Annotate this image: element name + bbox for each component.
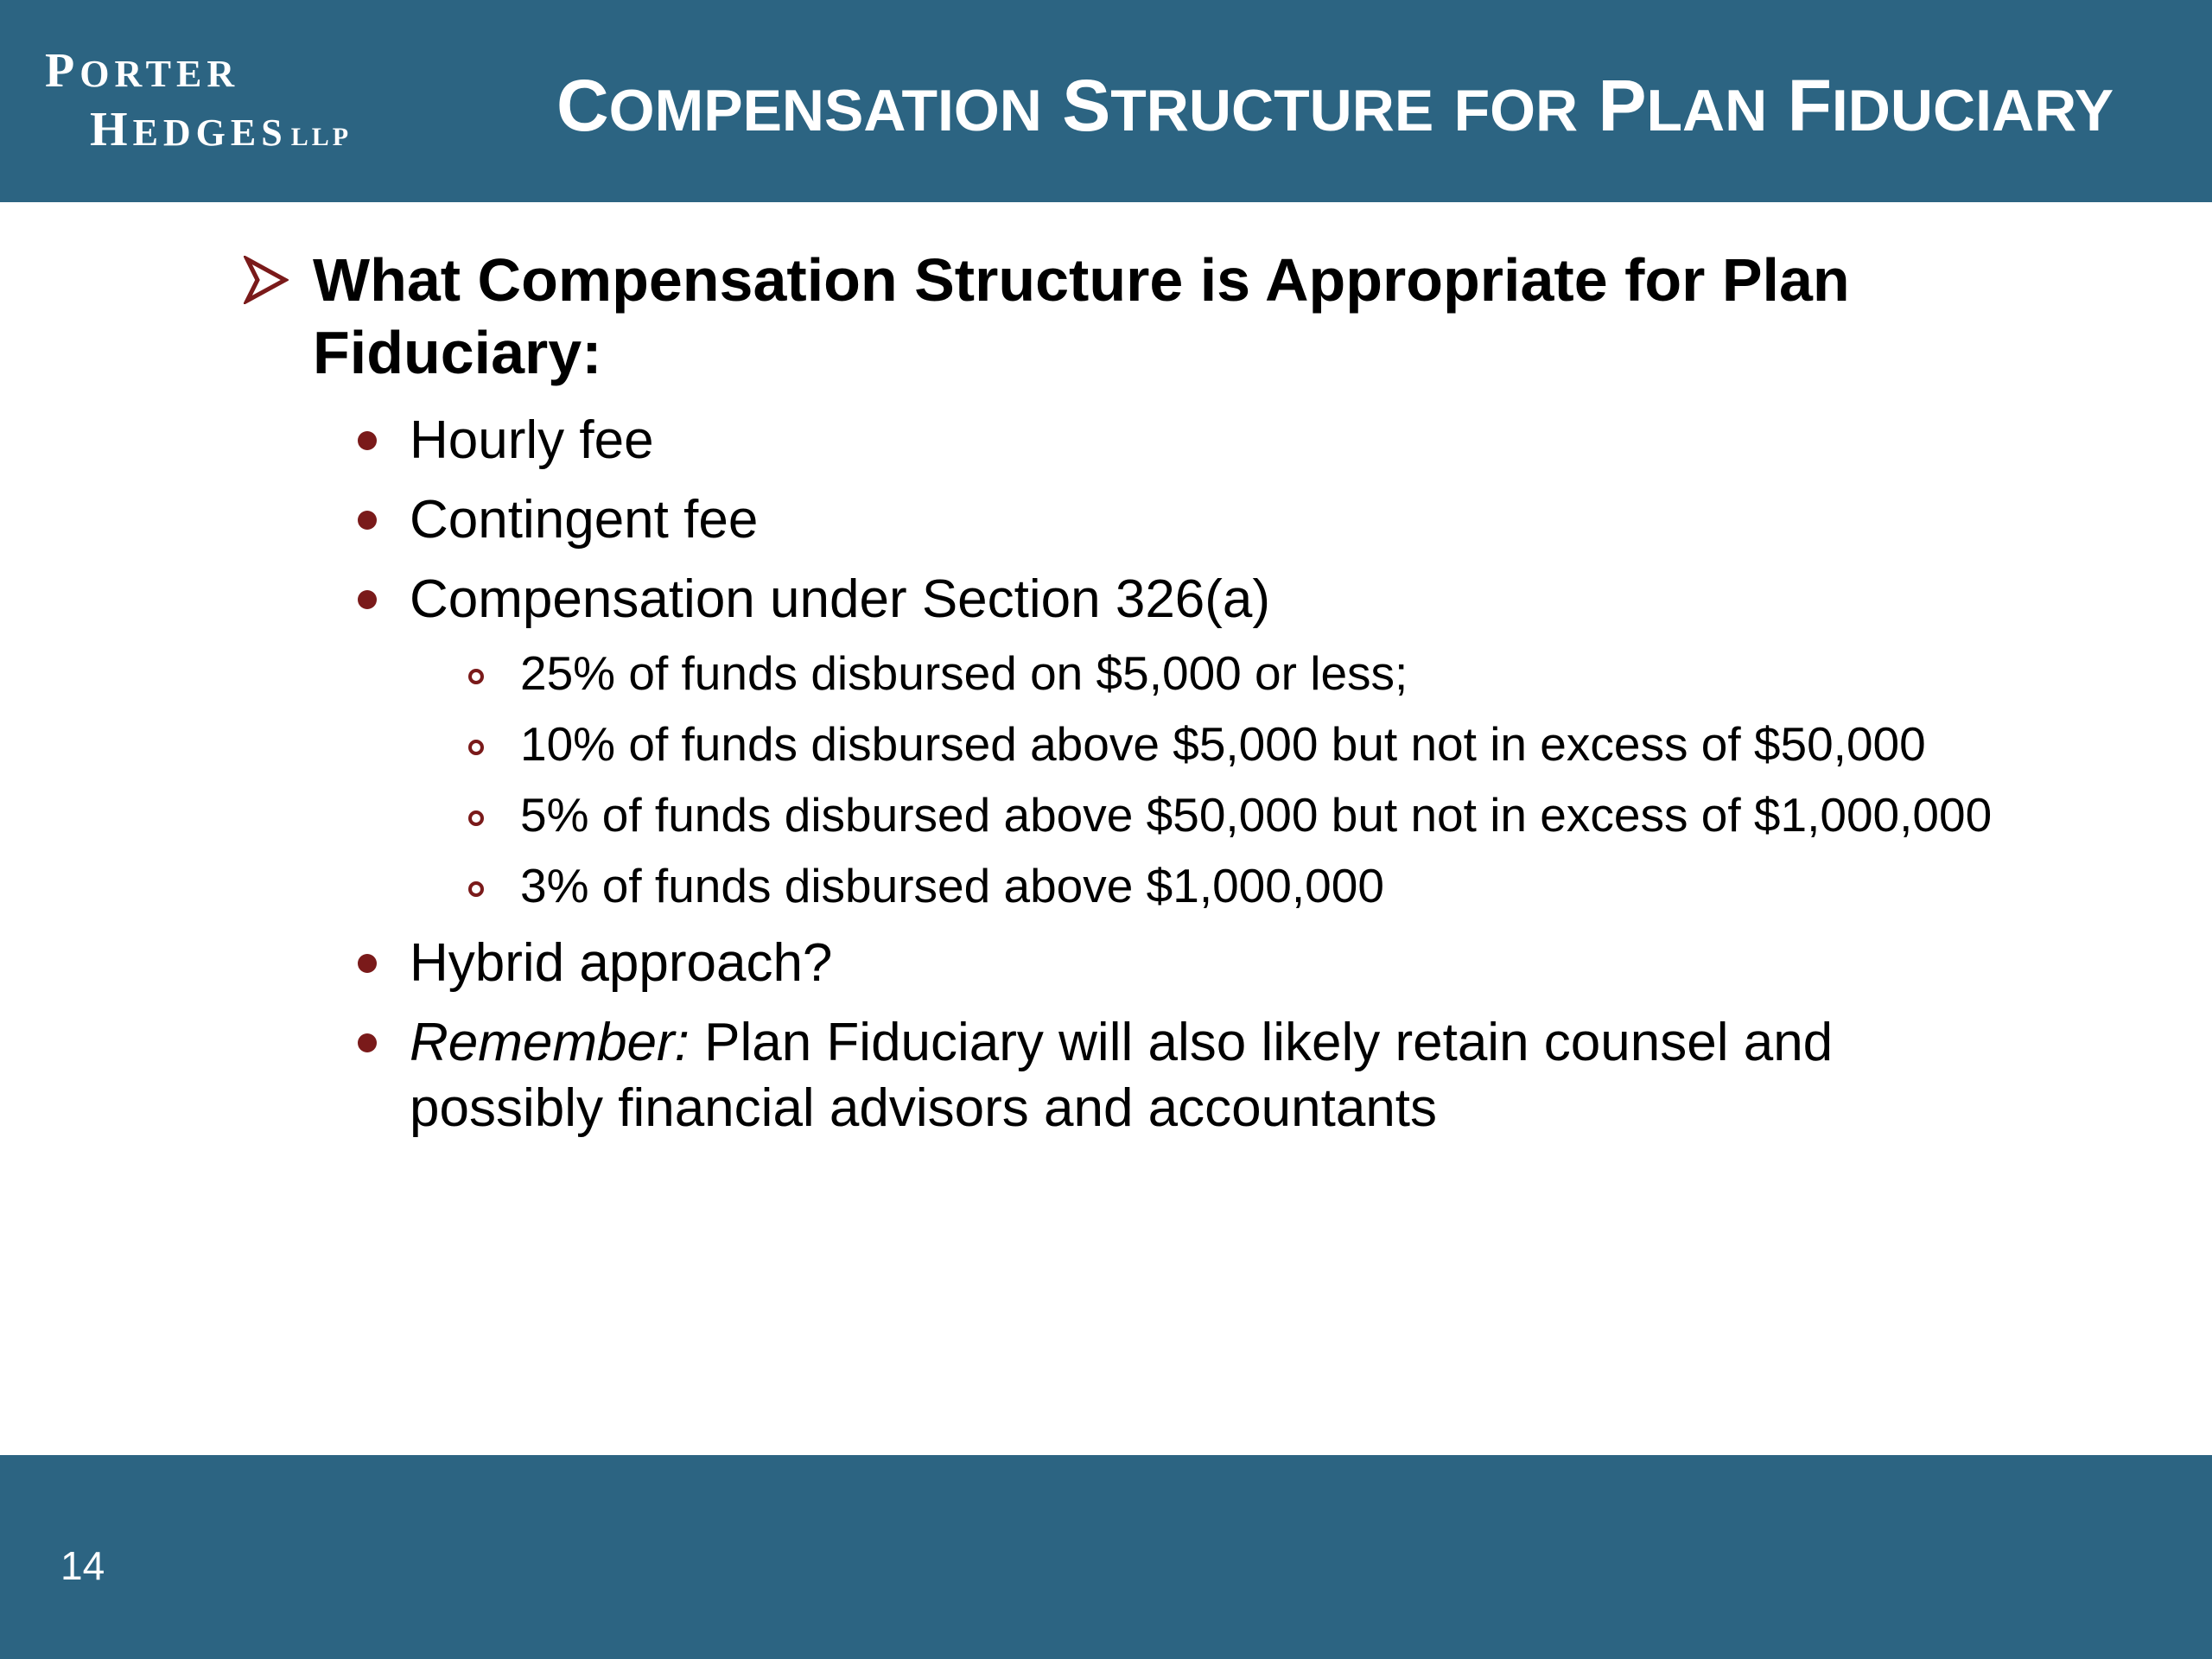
sub-bullet-25-percent: 25% of funds disbursed on $5,000 or less; — [520, 646, 1408, 700]
bullet-dot-icon — [358, 954, 377, 973]
bullet-remember — [410, 1010, 1965, 1141]
bullet-section-326a: Compensation under Section 326(a) — [410, 569, 1271, 629]
bullet-dot-icon — [358, 1033, 377, 1052]
sub-bullet-5-percent: 5% of funds disbursed above $50,000 but not in excess of $1,000,000 — [520, 788, 1993, 842]
sub-bullet-circle-icon — [468, 881, 484, 897]
bullet-hourly-fee: Hourly fee — [410, 410, 654, 470]
bullet-dot-icon — [358, 590, 377, 609]
sub-bullet-circle-icon — [468, 740, 484, 755]
sub-bullet-circle-icon — [468, 669, 484, 684]
bullet-contingent-fee: Contingent fee — [410, 490, 759, 550]
remember-label: Remember: — [410, 1013, 690, 1072]
sub-bullet-3-percent: 3% of funds disbursed above $1,000,000 — [520, 859, 1384, 912]
footer-band — [0, 1455, 2212, 1659]
sub-bullet-10-percent: 10% of funds disbursed above $5,000 but not in excess of $50,000 — [520, 717, 1926, 771]
slide-title: COMPENSATION STRUCTURE FOR PLAN FIDUCIARY — [556, 65, 2114, 146]
porter-hedges-logo: PORTER HEDGES LLP — [45, 44, 353, 156]
remember-text: Plan Fiduciary will also likely retain counsel and possibly financial advisors and accountants — [410, 1013, 1834, 1138]
arrow-bullet-icon — [244, 256, 289, 304]
main-heading: What Compensation Structure is Appropriate for Plan Fiduciary: — [313, 246, 1850, 386]
bullet-dot-icon — [358, 431, 377, 450]
page-number: 14 — [60, 1543, 105, 1588]
sub-bullet-circle-icon — [468, 810, 484, 826]
bullet-hybrid-approach: Hybrid approach? — [410, 933, 833, 993]
bullet-dot-icon — [358, 511, 377, 530]
